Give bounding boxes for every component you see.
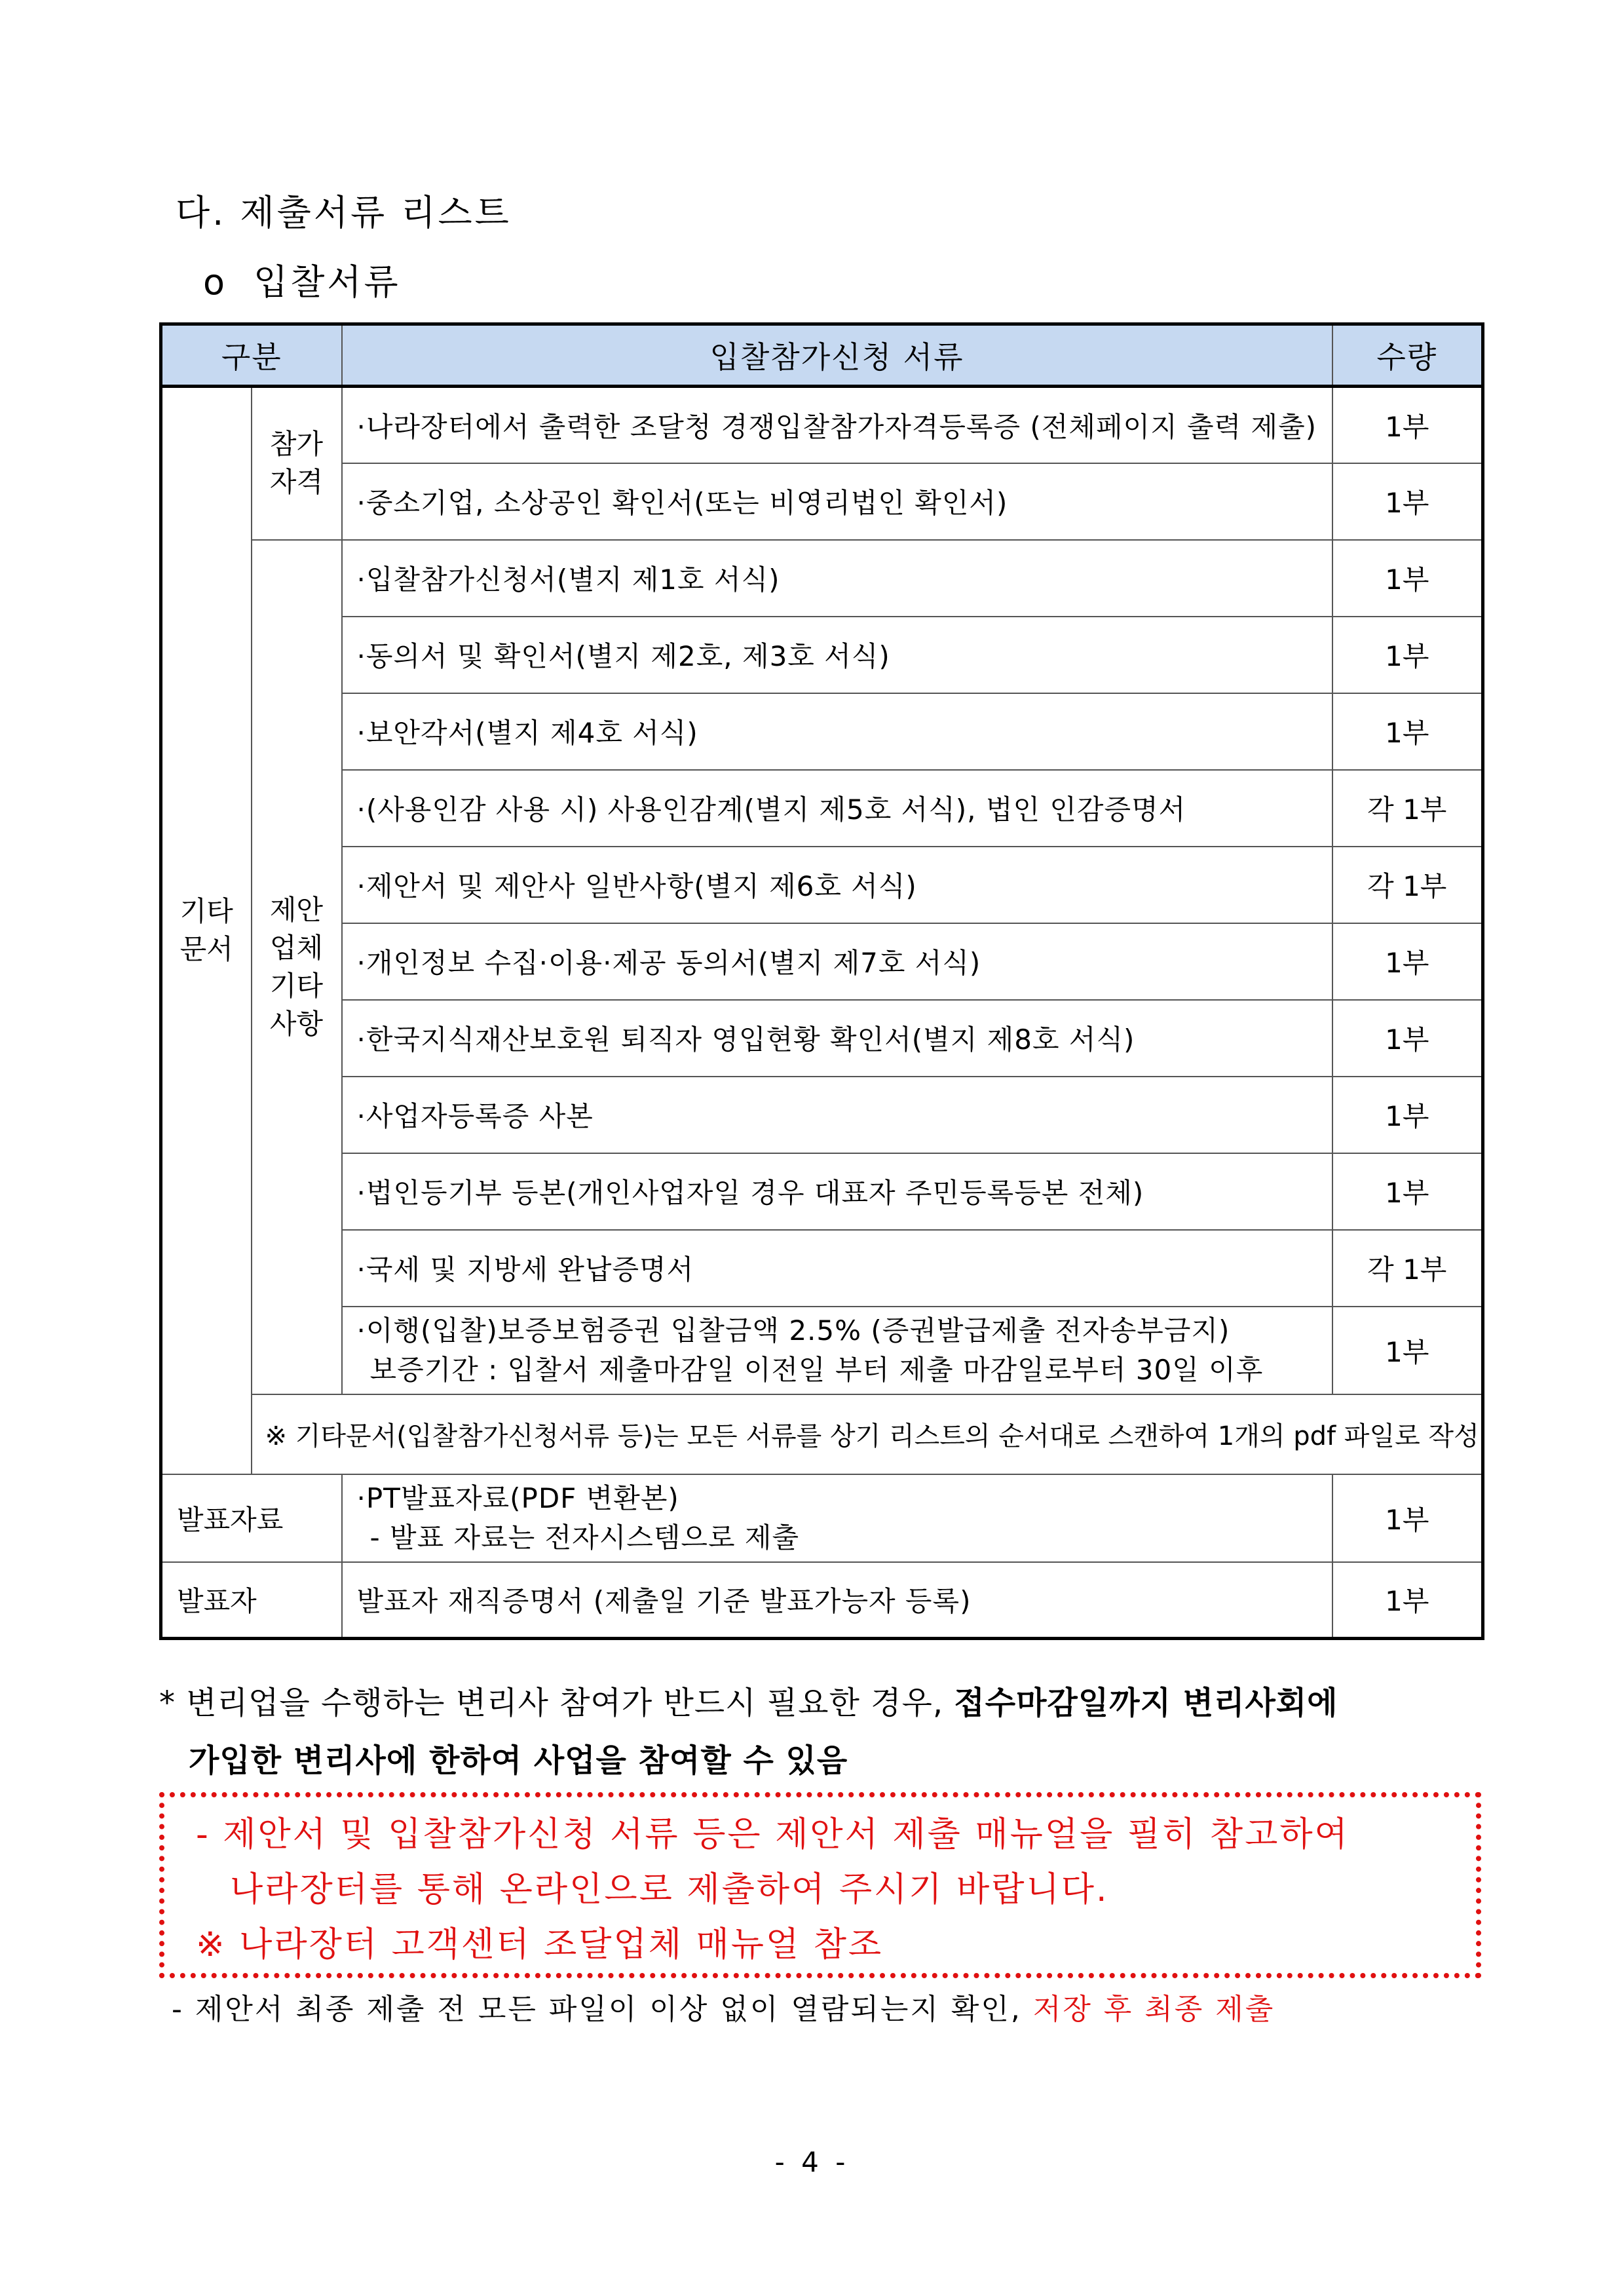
- table-note-row: [161, 1394, 1483, 1474]
- doc-item: ·국세 및 지방세 완납증명서: [342, 1230, 1332, 1307]
- table-row: [161, 923, 1483, 1000]
- notice-line2: 나라장터를 통해 온라인으로 제출하여 주시기 바랍니다.: [230, 1870, 1109, 1909]
- doc-qty: 각 1부: [1332, 847, 1483, 923]
- header-documents: 입찰참가신청 서류: [342, 324, 1332, 387]
- table-note: ※ 기타문서(입찰참가신청서류 등)는 모든 서류를 상기 리스트의 순서대로 스캔하여 1개의 pdf 파일로 작성: [252, 1394, 1483, 1474]
- doc-qty: 1부: [1332, 540, 1483, 617]
- doc-qty: 1부: [1332, 463, 1483, 540]
- doc-item: ·동의서 및 확인서(별지 제2호, 제3호 서식): [342, 617, 1332, 693]
- presenter-item: 발표자 재직증명서 (제출일 기준 발표가능자 등록): [342, 1562, 1332, 1639]
- subsection-label: 입찰서류: [254, 261, 401, 303]
- doc-item: ·나라장터에서 출력한 조달청 경쟁입찰참가자격등록증 (전체페이지 출력 제출): [342, 387, 1332, 463]
- group-other-label: 제안 업체 기타 사항: [252, 540, 342, 1394]
- patent-attorney-note: [159, 1674, 1338, 1789]
- section-title: 다. 제출서류 리스트: [176, 192, 512, 233]
- doc-qty: 1부: [1332, 1153, 1483, 1230]
- final-note-text: - 제안서 최종 제출 전 모든 파일이 이상 없이 열람되는지 확인,: [172, 1993, 1033, 2026]
- patent-note-line1: [159, 1674, 1338, 1732]
- documents-table: [159, 322, 1484, 1640]
- doc-item: ·사업자등록증 사본: [342, 1077, 1332, 1153]
- doc-qty: 1부: [1332, 1307, 1483, 1394]
- doc-qty: 각 1부: [1332, 770, 1483, 847]
- table-row: [161, 1562, 1483, 1639]
- doc-qty: 1부: [1332, 1077, 1483, 1153]
- presentation-item: [342, 1474, 1332, 1562]
- group-main-label: 기타 문서: [161, 387, 252, 1474]
- table-row: [161, 1077, 1483, 1153]
- doc-item-line: ·이행(입찰)보증보험증권 입찰금액 2.5% (증권발급제출 전자송부금지): [356, 1314, 1230, 1347]
- table-row: [161, 617, 1483, 693]
- doc-item-line: 보증기간 : 입찰서 제출마감일 이전일 부터 제출 마감일로부터 30일 이후: [369, 1353, 1264, 1386]
- table-row: [161, 770, 1483, 847]
- notice-line3: ※ 나라장터 고객센터 조달업체 매뉴얼 참조: [196, 1925, 884, 1964]
- doc-item: ·(사용인감 사용 시) 사용인감계(별지 제5호 서식), 법인 인감증명서: [342, 770, 1332, 847]
- header-category: 구분: [161, 324, 342, 387]
- patent-note-emphasis: 접수마감일까지 변리사회에: [954, 1685, 1338, 1721]
- table-row: [161, 540, 1483, 617]
- final-note-emphasis: 저장 후 최종 제출: [1032, 1993, 1275, 2026]
- table-row: [161, 1230, 1483, 1307]
- table-header-row: [161, 324, 1483, 387]
- presentation-item-sub: - 발표 자료는 전자시스템으로 제출: [369, 1521, 800, 1554]
- doc-qty: 1부: [1332, 617, 1483, 693]
- subsection-bullet: o: [203, 261, 228, 303]
- table-row: [161, 1153, 1483, 1230]
- table-row: [161, 387, 1483, 463]
- table-row: [161, 463, 1483, 540]
- doc-item: ·개인정보 수집·이용·제공 동의서(별지 제7호 서식): [342, 923, 1332, 1000]
- page-number: - 4 -: [774, 2146, 850, 2178]
- doc-qty: 1부: [1332, 693, 1483, 770]
- doc-item: ·제안서 및 제안사 일반사항(별지 제6호 서식): [342, 847, 1332, 923]
- doc-item: ·한국지식재산보호원 퇴직자 영입현황 확인서(별지 제8호 서식): [342, 1000, 1332, 1077]
- doc-qty: 1부: [1332, 1562, 1483, 1639]
- presentation-label: 발표자료: [161, 1474, 342, 1562]
- group-qualification-label: 참가 자격: [252, 387, 342, 540]
- doc-qty: 각 1부: [1332, 1230, 1483, 1307]
- subsection-title: [203, 254, 401, 305]
- table-row: [161, 693, 1483, 770]
- presentation-item-line: ·PT발표자료(PDF 변환본): [356, 1482, 679, 1514]
- presenter-label: 발표자: [161, 1562, 342, 1639]
- header-quantity: 수량: [1332, 324, 1483, 387]
- table-row: [161, 1474, 1483, 1562]
- doc-item: ·중소기업, 소상공인 확인서(또는 비영리법인 확인서): [342, 463, 1332, 540]
- patent-note-line2: 가입한 변리사에 한하여 사업을 참여할 수 있음: [189, 1742, 848, 1779]
- submission-notice-box: [159, 1792, 1481, 1978]
- final-check-note: [172, 1985, 1275, 2027]
- doc-item: ·입찰참가신청서(별지 제1호 서식): [342, 540, 1332, 617]
- table-row: [161, 847, 1483, 923]
- table-row: [161, 1307, 1483, 1394]
- table-row: [161, 1000, 1483, 1077]
- doc-qty: 1부: [1332, 387, 1483, 463]
- patent-note-prefix: * 변리업을 수행하는 변리사 참여가 반드시 필요한 경우,: [159, 1685, 954, 1721]
- doc-qty: 1부: [1332, 1000, 1483, 1077]
- notice-line1: - 제안서 및 입찰참가신청 서류 등은 제안서 제출 매뉴얼을 필히 참고하여: [196, 1815, 1350, 1854]
- doc-qty: 1부: [1332, 923, 1483, 1000]
- doc-item: ·보안각서(별지 제4호 서식): [342, 693, 1332, 770]
- doc-item: ·법인등기부 등본(개인사업자일 경우 대표자 주민등록등본 전체): [342, 1153, 1332, 1230]
- doc-item-bond: [342, 1307, 1332, 1394]
- doc-qty: 1부: [1332, 1474, 1483, 1562]
